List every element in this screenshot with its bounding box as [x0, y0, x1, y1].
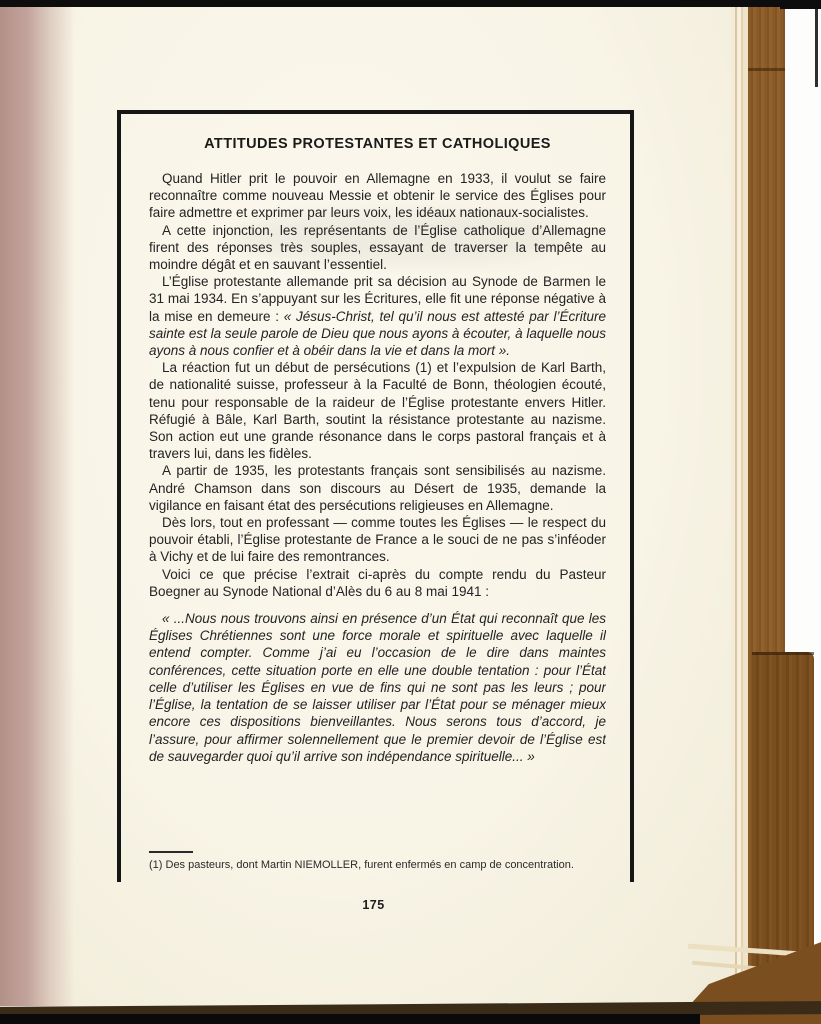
quote-text: « Jésus-Christ, tel qu’il nous est attesté par l’Écriture sainte est la seule parole de Dieu que nous ayons à écouter, à laquelle nous ayons à nous confier et à obéir dans la vie et dans la mort ».	[149, 308, 606, 359]
footnote-text: (1) Des pasteurs, dont Martin NIEMOLLER, furent enfermés en camp de concentration.	[149, 859, 574, 871]
body-text: Dès lors, tout en professant — comme toutes les Églises — le respect du pouvoir établi, l’Église protestante de France a le souci de ne pas s’inféoder à Vichy et de lui faire des remontrances.	[149, 515, 606, 565]
page-number: 175	[362, 898, 385, 912]
article-body	[149, 170, 606, 845]
cover-seam	[748, 68, 785, 71]
paragraph	[149, 359, 606, 462]
footnote-rule	[149, 851, 193, 853]
body-text: Quand Hitler prit le pouvoir en Allemagne en 1933, il voulut se faire reconnaître comme nouveau Messie et obtenir le service des Églises pour faire admettre et exprimer par leurs voix, les idéaux nationaux-socialistes.	[149, 171, 606, 221]
body-text: A cette injonction, les représentants de l’Église catholique d’Allemagne firent des réponses très souples, essayant de traverser la tempête au moindre dégât et en sauvant l’essentiel.	[149, 222, 606, 273]
scanner-top-corner	[780, 0, 821, 9]
cover-board-edge	[815, 9, 818, 87]
scanner-top-edge	[0, 0, 782, 7]
cover-seam-lower	[752, 652, 814, 655]
paragraph	[149, 273, 606, 359]
paragraph	[149, 462, 606, 514]
quote-text: « ...Nous nous trouvons ainsi en présence d’un État qui reconnaît que les Églises Chrétiennes sont une force morale et spirituelle avec laquelle il entend compter. Comme j’ai eu l’occasion de le dire dans maintes conférences, cette situation porte en elle une double tentation : pour l’État celle d’utiliser les Églises en vue de fins qui ne sont pas les leurs ; pour l’Église, la tentation de se laisser utiliser par l’État pour se ménager mieux encore ces dispositions bienveillantes. Nous serons tous d’accord, je l’assure, pour affirmer solennellement que le premier devoir de l’Église est de sauvegarder quoi qu’il arrive son indépendance spirituelle... »	[149, 611, 606, 764]
paragraph	[149, 566, 606, 600]
paragraph	[149, 610, 606, 765]
body-text: L’Église protestante allemande prit sa décision au Synode de Barmen le 31 mai 1934. En s’appuyant sur les Écritures, elle fit une réponse négative à la mise en demeure :	[149, 274, 606, 324]
paragraph	[149, 514, 606, 566]
scanner-bottom-edge	[0, 1014, 700, 1024]
page-edge-stack	[731, 7, 748, 1006]
paragraph	[149, 222, 606, 274]
footnote-block	[149, 845, 606, 872]
body-text: Voici ce que précise l’extrait ci-après du compte rendu du Pasteur Boegner au Synode National d’Alès du 6 au 8 mai 1941 :	[149, 566, 606, 599]
body-text: La réaction fut un début de persécutions (1) et l’expulsion de Karl Barth, de nationalité suisse, professeur à la Faculté de Bonn, théologien écouté, tenu pour responsable de la raideur de l’Église protestante envers Hitler. Réfugié à Bâle, Karl Barth, soutint la résistance protestante au nazisme. Son action eut une grande résonance dans le corps pastoral français et à travers lui, dans les fidèles.	[149, 360, 606, 462]
paragraph	[149, 170, 606, 222]
text-frame	[117, 110, 634, 882]
page-gutter-shadow	[0, 7, 78, 1006]
body-text: A partir de 1935, les protestants français sont sensibilisés au nazisme. André Chamson dans son discours au Désert de 1935, demande la vigilance en faisant état des persécutions religieuses en Allemagne.	[149, 463, 606, 513]
page-title: ATTITUDES PROTESTANTES ET CATHOLIQUES	[204, 136, 551, 152]
